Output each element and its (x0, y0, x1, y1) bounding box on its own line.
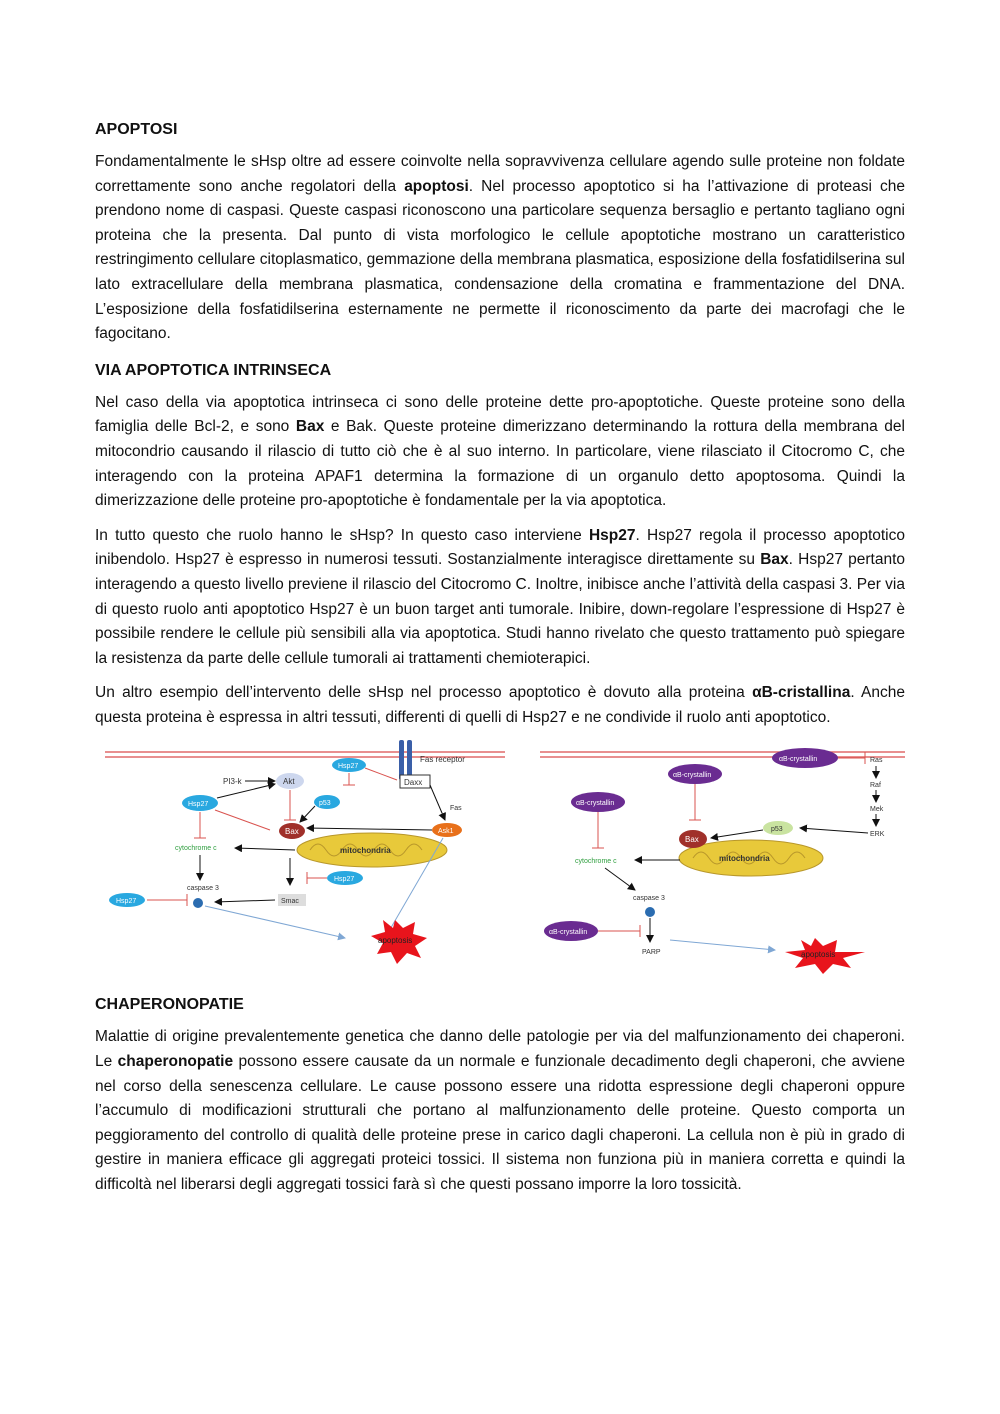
raf-label: Raf (870, 782, 881, 790)
svg-text:αB-crystallin: αB-crystallin (673, 772, 712, 780)
apoptosis-label: apoptosis (378, 936, 413, 946)
apoptosis-label: apoptosis (801, 950, 836, 960)
cytochrome-c-label: cytochrome c (175, 845, 217, 853)
p53-label: p53 (771, 826, 783, 834)
akt-label: Akt (283, 777, 295, 787)
mitochondria-label: mitochondria (340, 846, 391, 856)
caspase3-node (193, 898, 203, 908)
caspase3-label: caspase 3 (187, 885, 219, 893)
p53-label: p53 (319, 800, 331, 808)
hsp27-label: Hsp27 (338, 763, 359, 771)
svg-text:αB-crystallin: αB-crystallin (549, 929, 588, 937)
ras-label: Ras (870, 757, 883, 765)
ab-crystallin-label: αB-crystallin (779, 756, 818, 764)
paragraph-intrinseca-3: Un altro esempio dell’intervento delle sHsp nel processo apoptotico è dovuto alla proteina αB-cristallina. Anche questa proteina è espressa in altri tessuti, differenti di quelli di Hsp27 e ne condivide il ruolo anti apoptotico. (95, 684, 905, 726)
ask1-label: Ask1 (438, 828, 454, 836)
paragraph-intrinseca-1: Nel caso della via apoptotica intrinseca ci sono delle proteine dette pro-apoptotiche. Queste proteine sono della famiglia delle Bcl-2, e sono Bax e Bak. Queste proteine dimerizzano determinando la rottura della membrana del mitocondrio causando il rilascio di tutto ciò che è al suo interno. In particolare, viene rilasciato il Citocromo C, che interagendo con la proteina APAF1 determina la formazione di un organulo detto apoptosoma. Quindi la dimerizzazione delle proteine pro-apoptotiche è fondamentale per la via apoptotica. (95, 393, 905, 510)
svg-text:Hsp27: Hsp27 (188, 801, 209, 809)
pi3k-label: PI3-k (223, 777, 242, 787)
caspase3-node (645, 907, 655, 917)
svg-text:Hsp27: Hsp27 (334, 876, 355, 884)
section-title-apoptosi: APOPTOSI (95, 121, 178, 138)
daxx-label: Daxx (404, 778, 423, 788)
pathway-diagram (95, 740, 905, 975)
svg-text:αB-crystallin: αB-crystallin (576, 800, 615, 808)
paragraph-apoptosi: Fondamentalmente le sHsp oltre ad essere coinvolte nella sopravvivenza cellulare agendo sulle proteine non foldate correttamente sono anche regolatori della apoptosi. Nel processo apoptotico si ha l’attivazione di proteasi che prendono nome di caspasi. Queste caspasi riconoscono una particolare sequenza bersaglio e pertanto tagliano ogni proteina che la presenta. Dal punto di vista morfologico le cellule apoptotiche mostrano un caratteristico restringimento cellulare citoplasmatico, gemmazione della membrana plasmatica, esposizione della fosfatidilserina sul lato extracellulare della membrana plasmatica, condensazione della cromatina e frammentazione del DNA. L’esposizione della fosfatidilserina esternamente ne permette il riconoscimento da parte dei macrofagi che le fagocitano. (95, 153, 905, 343)
right-pathway-panel (540, 748, 905, 974)
fas-receptor-label: Fas receptor (420, 755, 465, 765)
erk-label: ERK (870, 831, 885, 839)
cytochrome-c-label: cytochrome c (575, 858, 617, 866)
caspase3-label: caspase 3 (633, 895, 665, 903)
paragraph-chaperonopatie: Malattie di origine prevalentemente genetica che danno delle patologie per via del malfunzionamento dei chaperoni. Le chaperonopatie possono essere causate da un normale e funzionale decadimento degli chaperoni, che avviene nel corso della senescenza cellulare. Le cause possono essere una ridotta espressione degli chaperoni oppure l’accumulo di modificazioni strutturali che portano al malfunzionamento delle proteine. Questo comporta un peggioramento del controllo di qualità delle proteine prese in carico dagli chaperoni. La cellula non è più in grado di gestire in maniera efficace gli aggregati proteici tossici. Il sistema non funziona più in maniera corretta e quindi la difficoltà nel liberarsi degli aggregati tossici farà sì che questi possano imporre la loro tossicità. (95, 1028, 905, 1194)
paragraph-intrinseca-2: In tutto questo che ruolo hanno le sHsp? In questo caso interviene Hsp27. Hsp27 regola il processo apoptotico inibendolo. Hsp27 è espresso in numerosi tessuti. Sostanzialmente interagisce direttamente su Bax. Hsp27 pertanto interagendo a questo livello previene il rilascio del Citocromo C. Inoltre, inibisce anche l’attività della caspasi 3. Per via di questo ruolo anti apoptotico Hsp27 è un buon target anti tumorale. Inibire, down-regolare l’espressione di Hsp27 è possibile rendere le cellule più sensibili alla via apoptotica. Studi hanno rivelato che questo trattamento può spiegare la resistenza da parte delle cellule tumorali ai trattamenti chemioterapici. (95, 526, 905, 667)
left-pathway-panel (105, 740, 505, 964)
apoptosis-pathway-figure (95, 740, 905, 975)
parp-label: PARP (642, 949, 661, 957)
mitochondria-label: mitochondria (719, 854, 770, 864)
section-title-intrinseca: VIA APOPTOTICA INTRINSECA (95, 361, 332, 379)
mek-label: Mek (870, 806, 884, 814)
svg-text:Hsp27: Hsp27 (116, 898, 137, 906)
fas-receptor-icon (399, 740, 412, 780)
document-page (95, 118, 905, 1208)
section-title-chaperonopatie: CHAPERONOPATIE (95, 996, 244, 1014)
bax-label: Bax (285, 827, 299, 837)
fas-label: Fas (450, 805, 462, 813)
smac-label: Smac (281, 898, 299, 906)
bax-label: Bax (685, 835, 699, 845)
